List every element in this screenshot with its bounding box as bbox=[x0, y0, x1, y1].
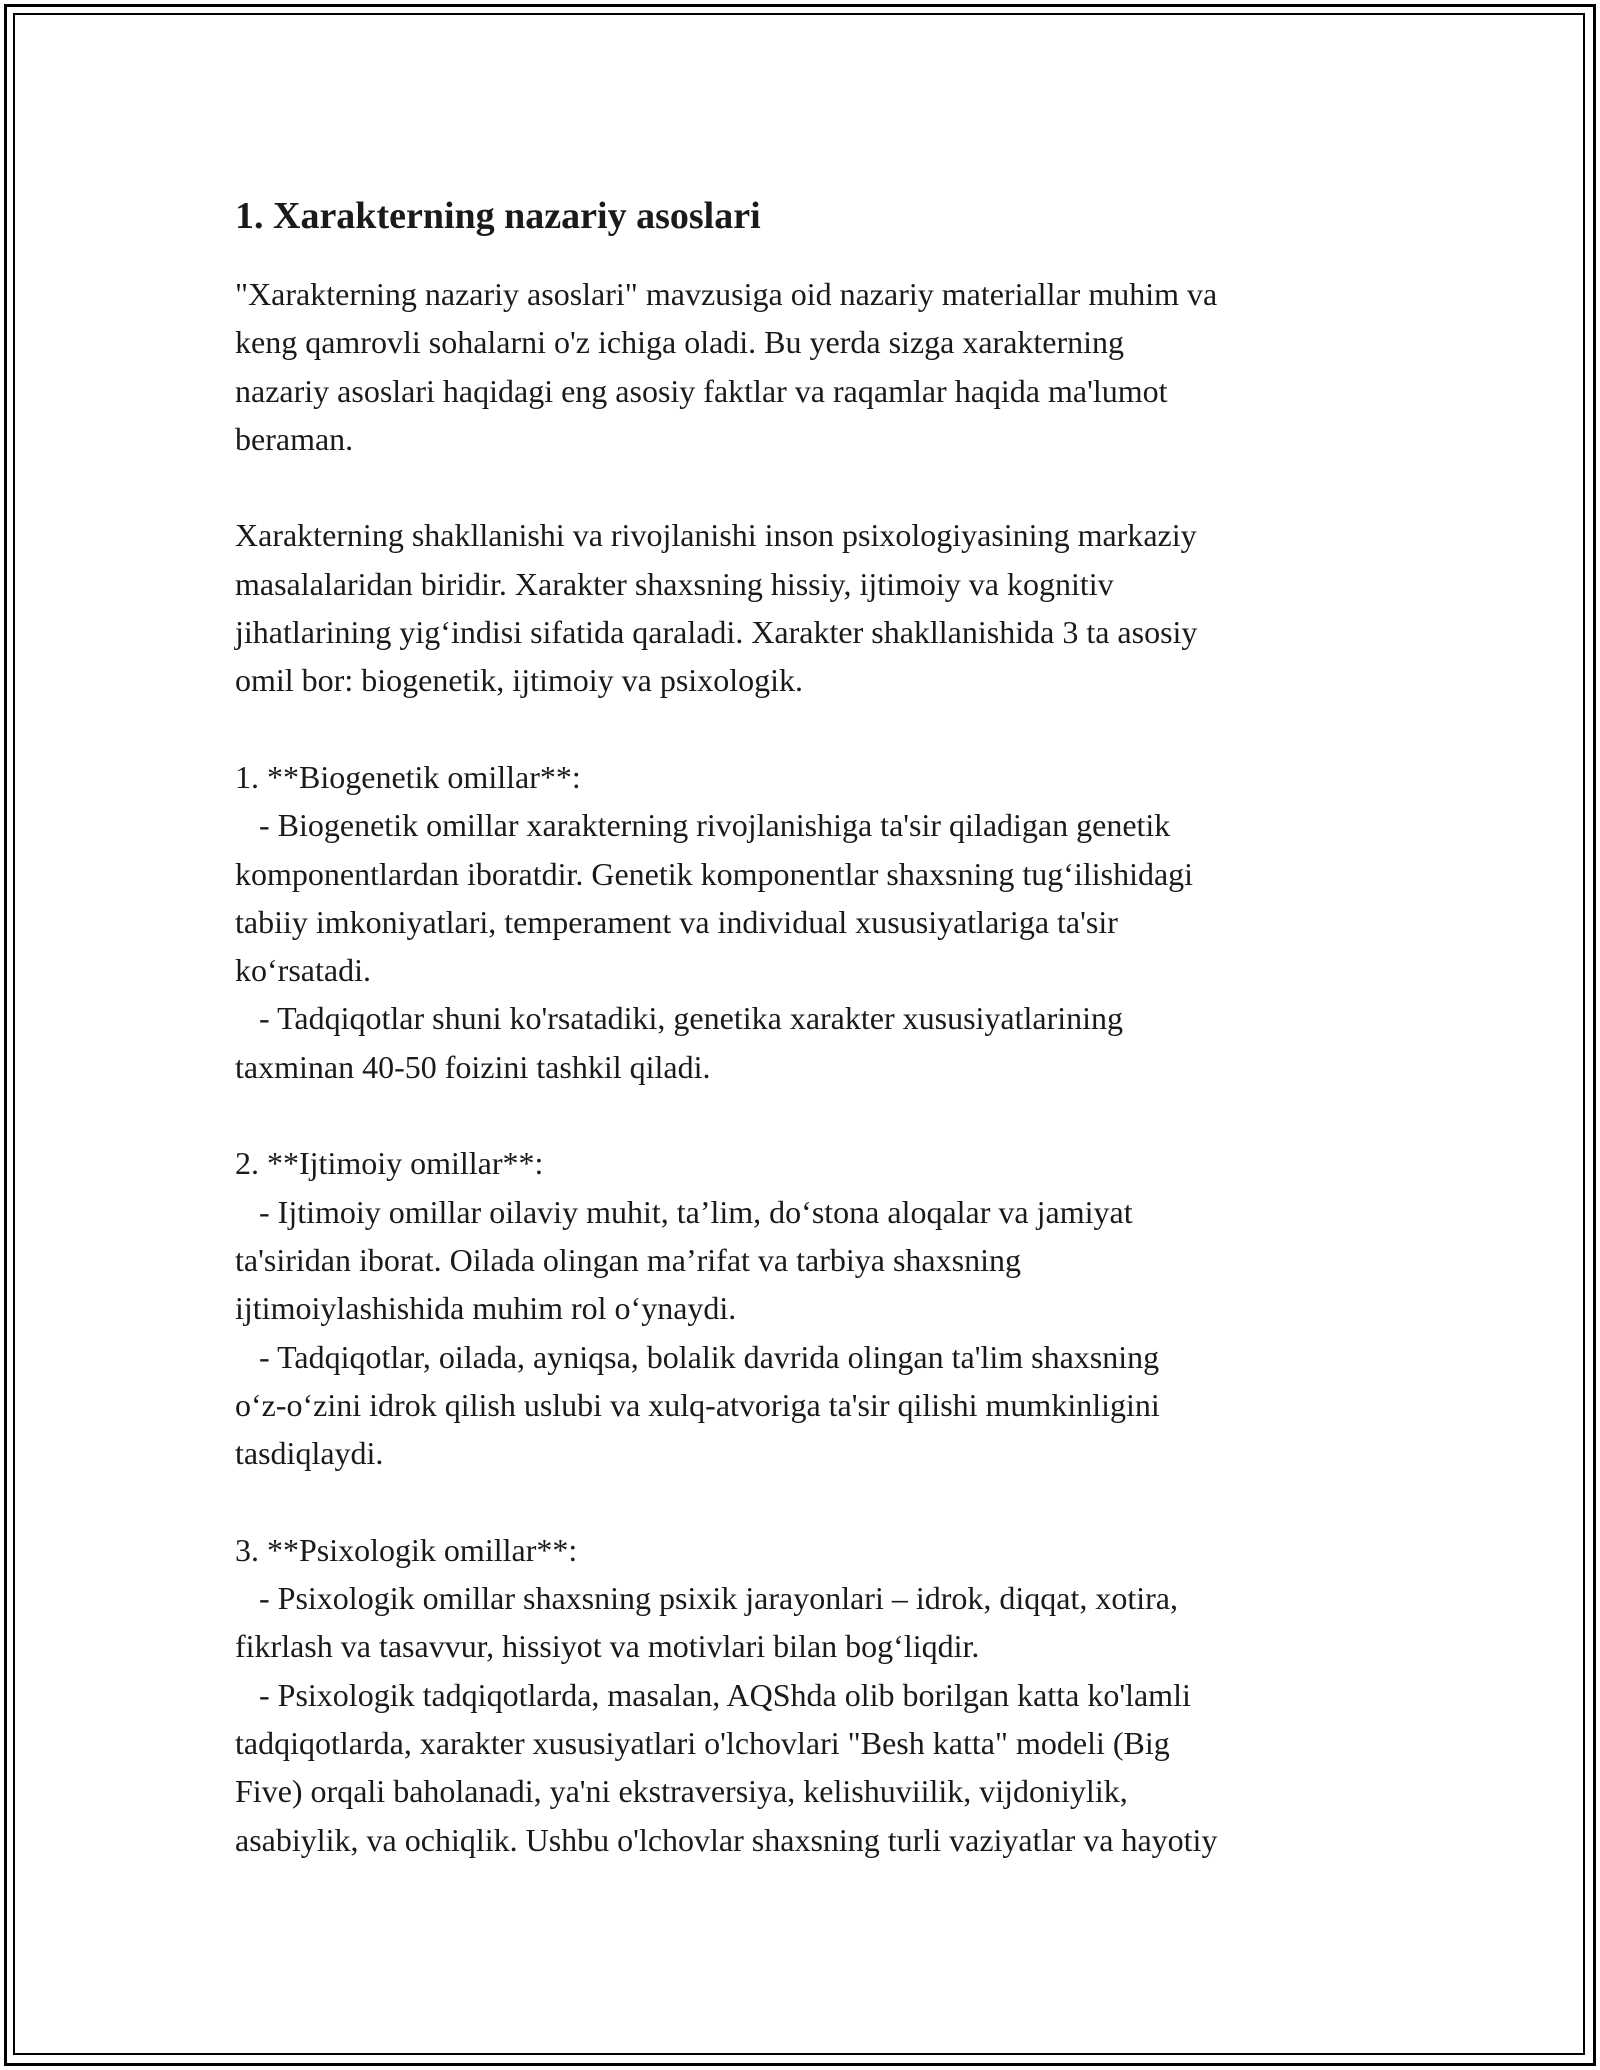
section-body-text: "Xarakterning nazariy asoslari" mavzusiga oid nazariy materiallar muhim va keng qamrovli sohalarni o'z ichiga oladi. Bu yerda sizga xarakterning nazariy asoslari haqidagi eng asosiy faktlar va raqamlar haqida ma'lumot beraman. Xarakterning shakllanishi va rivojlanishi inson psixologiyasining markaziy masalalaridan biridir. Xarakter shaxsning hissiy, ijtimoiy va kognitiv jihatlarining yig‘indisi sifatida qaraladi. Xarakter shakllanishida 3 ta asosiy omil bor: biogenetik, ijtimoiy va psixologik. 1. **Biogenetik omillar**: - Biogenetik omillar xarakterning rivojlanishiga ta'sir qiladigan genetik komponentlardan iboratdir. Genetik komponentlar shaxsning tug‘ilishidagi tabiiy imkoniyatlari, temperament va individual xususiyatlariga ta'sir ko‘rsatadi. - Tadqiqotlar shuni ko'rsatadiki, genetika xarakter xususiyatlarining taxminan 40-50 foizini tashkil qiladi. 2. **Ijtimoiy omillar**: - Ijtimoiy omillar oilaviy muhit, ta’lim, do‘stona aloqalar va jamiyat ta'siridan iborat. Oilada olingan ma’rifat va tarbiya shaxsning ijtimoiylashishida muhim rol o‘ynaydi. - Tadqiqotlar, oilada, ayniqsa, bolalik davrida olingan ta'lim shaxsning o‘z-o‘zini idrok qilish uslubi va xulq-atvoriga ta'sir qilishi mumkinligini tasdiqlaydi. 3. **Psixologik omillar**: - Psixologik omillar shaxsning psixik jarayonlari – idrok, diqqat, xotira, fikrlash va tasavvur, hissiyot va motivlari bilan bog‘liqdir. - Psixologik tadqiqotlarda, masalan, AQShda olib borilgan katta ko'lamli tadqiqotlarda, xarakter xususiyatlari o'lchovlari "Besh katta" modeli (Big Five) orqali baholanadi, ya'ni ekstraversiya, kelishuviilik, vijdoniylik, asabiylik, va ochiqlik. Ushbu o'lchovlar shaxsning turli vaziyatlar va hayotiy bbox=[235, 276, 1218, 1858]
section-heading: 1. Xarakterning nazariy asoslari bbox=[235, 195, 761, 237]
document-content bbox=[235, 186, 1395, 1864]
